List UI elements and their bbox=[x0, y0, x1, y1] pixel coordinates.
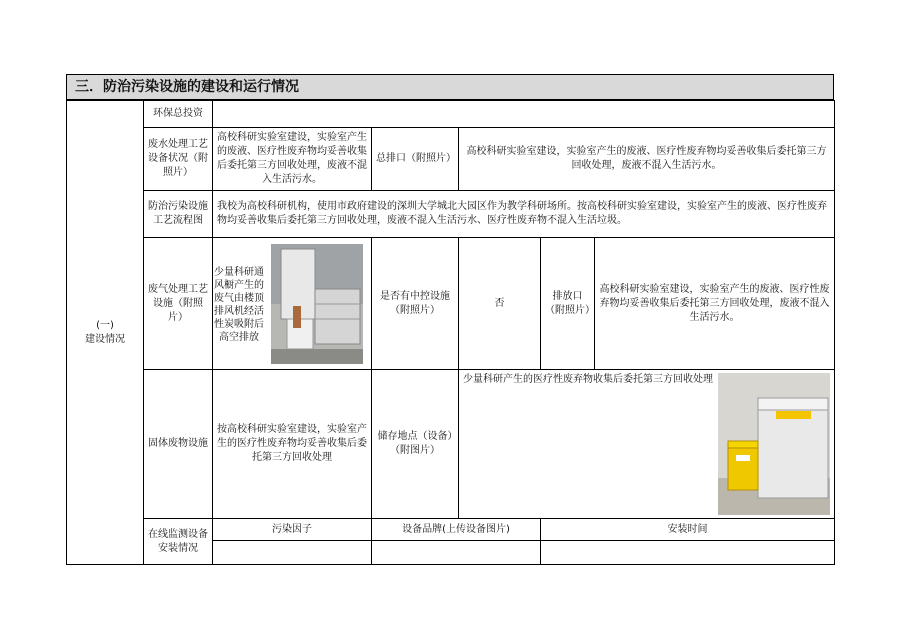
monitor-col-brand: 设备品牌(上传设备图片) bbox=[372, 519, 541, 541]
group-label: 建设情况 bbox=[85, 333, 125, 345]
group-cell bbox=[67, 101, 144, 565]
wastewater-label: 废水处理工艺设备状况（附照片） bbox=[144, 128, 213, 191]
gas-control-label: 是否有中控设施（附照片） bbox=[372, 238, 459, 370]
monitor-factor-value bbox=[213, 541, 372, 565]
monitor-brand-value bbox=[372, 541, 541, 565]
row-wastewater bbox=[67, 128, 835, 191]
facilities-table bbox=[66, 100, 835, 565]
process-desc: 我校为高校科研机构，使用市政府建设的深圳大学城北大园区作为教学科研场所。按高校科研实验室建设，实验室产生的废液、医疗性废弃物均妥善收集后委托第三方回收处理，废液不混入生活污水、医疗性废弃物不混入生活垃圾。 bbox=[213, 191, 835, 238]
process-label: 防治污染设施工艺流程图 bbox=[144, 191, 213, 238]
solid-desc: 按高校科研实验室建设，实验室产生的医疗性废弃物均妥善收集后委托第三方回收处理 bbox=[213, 370, 372, 519]
row-investment bbox=[67, 101, 835, 128]
monitor-col-factor: 污染因子 bbox=[213, 519, 372, 541]
document-page bbox=[66, 74, 834, 570]
monitor-time-value bbox=[541, 541, 835, 565]
waste-bin-photo bbox=[718, 373, 830, 515]
group-number: (一) bbox=[96, 319, 114, 331]
gas-label: 废气处理工艺设施（附照片） bbox=[144, 238, 213, 370]
gas-outlet-label: 排放口（附照片） bbox=[541, 238, 595, 370]
solid-storage-label: 储存地点（设备）（附图片） bbox=[372, 370, 459, 519]
wastewater-outlet-label: 总排口（附照片） bbox=[372, 128, 459, 191]
monitor-label: 在线监测设备安装情况 bbox=[144, 519, 213, 565]
row-monitor-header bbox=[67, 519, 835, 541]
gas-outlet-desc: 高校科研实验室建设，实验室产生的废液、医疗性废弃物均妥善收集后委托第三方回收处理，废液不混入生活污水。 bbox=[595, 238, 835, 370]
wastewater-desc: 高校科研实验室建设，实验室产生的废液、医疗性废弃物均妥善收集后委托第三方回收处理，废液不混入生活污水。 bbox=[213, 128, 372, 191]
gas-desc: 少量科研通风橱产生的废气由楼顶排风机经活性炭吸附后高空排放 bbox=[214, 266, 264, 343]
gas-control-value: 否 bbox=[459, 238, 541, 370]
row-gas bbox=[67, 238, 835, 370]
solid-storage-cell bbox=[459, 370, 835, 519]
monitor-col-time: 安装时间 bbox=[541, 519, 835, 541]
row-process bbox=[67, 191, 835, 238]
wastewater-outlet-desc: 高校科研实验室建设，实验室产生的废液、医疗性废弃物均妥善收集后委托第三方回收处理，废液不混入生活污水。 bbox=[459, 128, 835, 191]
solid-label: 固体废物设施 bbox=[144, 370, 213, 519]
row-solid bbox=[67, 370, 835, 519]
solid-storage-desc: 少量科研产生的医疗性废弃物收集后委托第三方回收处理 bbox=[463, 374, 713, 385]
gas-desc-cell bbox=[213, 238, 372, 370]
investment-label: 环保总投资 bbox=[144, 101, 213, 128]
section-title: 三．防治污染设施的建设和运行情况 bbox=[66, 74, 834, 100]
investment-value bbox=[213, 101, 835, 128]
exhaust-fan-photo bbox=[271, 244, 363, 364]
